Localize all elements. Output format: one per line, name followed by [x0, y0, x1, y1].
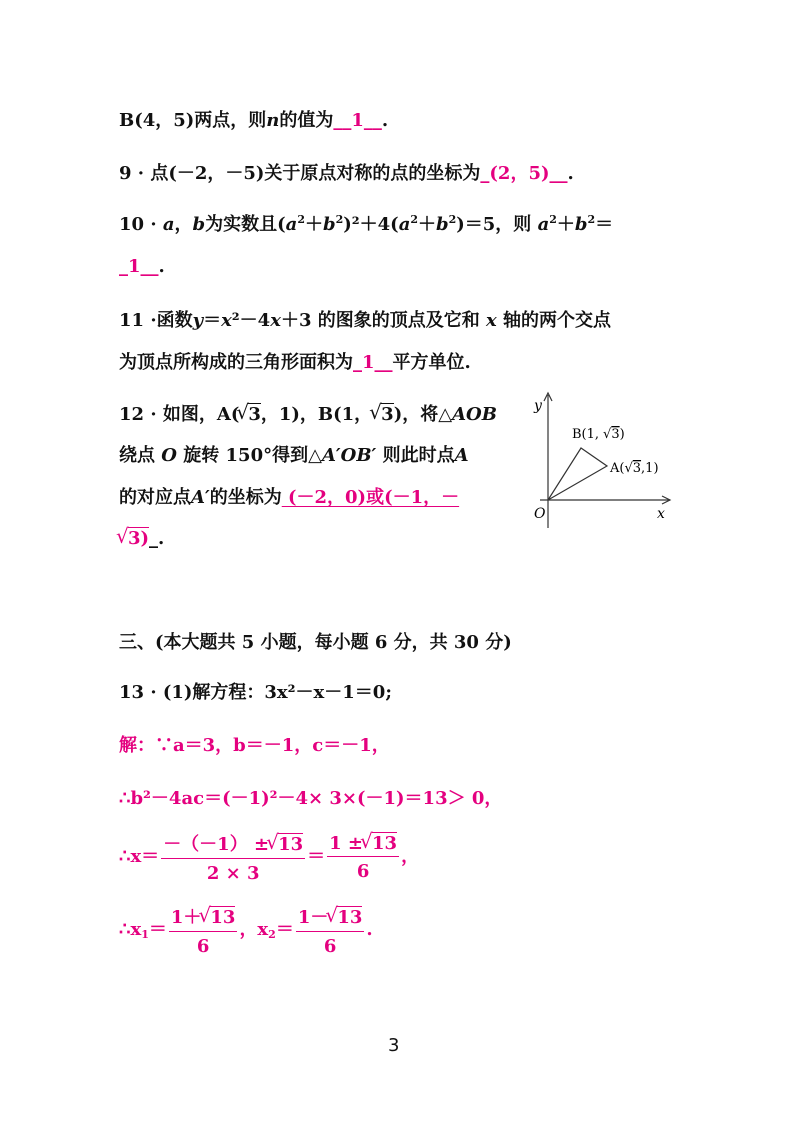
q10-end: .: [158, 256, 165, 277]
q11-rest1: ²－4: [231, 310, 271, 331]
q13-fraction-1: $\frac{-(-1) \pm√ 13}{2 \times 3}$: [161, 830, 305, 884]
q8-text-mid: 的值为: [279, 110, 334, 131]
q13-eq3: ＝: [275, 919, 294, 940]
q13-end: .: [366, 919, 373, 940]
q12-line3: [119, 483, 459, 509]
q12-a: A: [454, 445, 469, 466]
q11-rest3: 轴的两个交点: [503, 310, 612, 331]
q13-fraction-3: $\frac{1+√ 13}{6}$: [169, 903, 238, 957]
q10-answer-line: [119, 256, 165, 277]
q13-roots-line: [119, 903, 373, 957]
q11-var-x3: x: [486, 310, 497, 331]
q8-line: [119, 106, 388, 132]
q12-line2: [119, 441, 469, 467]
q12-text3a: 的对应点: [119, 487, 191, 508]
q10-text1: 为实数且(: [205, 214, 286, 235]
q12-answer-part2: √ 3): [119, 527, 149, 549]
q9-line: [119, 159, 574, 185]
q12-end: _.: [149, 528, 165, 549]
q12-ap: A′: [191, 487, 210, 508]
q13-disc-text: ∴b²－4ac＝(－1)²－4× 3×(－1)＝13＞ 0，: [119, 788, 503, 809]
q9-text: 9 · 点(－2，－5)关于原点对称的点的坐标为: [119, 163, 481, 184]
q12-text2b: 旋转 150°得到△: [183, 445, 322, 466]
q10-text2: )²＋4(: [343, 214, 399, 235]
q8-end: .: [381, 110, 389, 131]
q12-text1a: 12 · 如图，A(: [119, 404, 240, 425]
y-label: y: [534, 398, 542, 414]
q13-discriminant: [119, 784, 502, 810]
q10-lead: 10 ·: [119, 214, 163, 235]
point-b-label: B(1, √3): [572, 427, 625, 442]
q13-prompt: [119, 678, 392, 704]
q11-line2-text: 为顶点所构成的三角形面积为: [119, 352, 353, 373]
q8-answer: __1__: [333, 110, 382, 131]
q12-aob: AOB: [452, 404, 497, 425]
triangle-aob: [548, 448, 607, 500]
q12-text2a: 绕点: [119, 445, 155, 466]
q10-comma: ，: [174, 214, 193, 235]
q12-sqrt-b: √ 3: [372, 403, 394, 425]
q11-answer: _1__: [353, 352, 393, 373]
q11-line2-end: 平方单位.: [392, 352, 471, 373]
q11-eq: ＝: [203, 310, 222, 331]
q10-answer: _1__: [119, 256, 159, 277]
page-number: 3: [388, 1035, 400, 1056]
q13-sol-label: 解：∵: [119, 735, 173, 756]
q11-var-x2: x: [270, 310, 281, 331]
point-a-label: A(√3,1): [610, 461, 659, 476]
q13-sub1: 1: [141, 928, 149, 941]
q13-solution-line1: [119, 731, 390, 757]
q11-lead: 11 ·函数: [119, 310, 193, 331]
q13-x1-lead: ∴x: [119, 919, 142, 940]
q13-comma: ，: [401, 846, 420, 867]
q13-fraction-2: $\frac{1 \pm√ 13}{6}$: [327, 832, 399, 882]
q13-sub2: 2: [268, 928, 276, 941]
q13-eq: ＝: [307, 846, 326, 867]
q12-line1: [119, 400, 497, 426]
q13-sol1: a＝3，b＝－1，c＝－1，: [173, 735, 390, 756]
q12-sqrt-a: √ 3: [239, 403, 261, 425]
q12-line4: [119, 527, 164, 549]
q9-end: .: [567, 163, 574, 184]
q12-answer-part1: (－2，0)或(－1，－: [281, 487, 460, 508]
q13-x2-lead: ，x: [239, 919, 269, 940]
section-3-title: 三、(本大题共 5 小题，每小题 6 分，共 30 分): [119, 632, 512, 653]
q12-aob2: A′OB′: [321, 445, 377, 466]
q10-text3: )＝5，则: [456, 214, 532, 235]
origin-label: O: [534, 506, 546, 522]
q12-o: O: [161, 445, 177, 466]
q10-line: 10 · a，b为实数且$(a^2+b^2)^2+4(a^2+b^2)=5$，则 $a^2+b^2=$: [119, 213, 614, 235]
q12-text1b: ，1)，B(1，: [260, 404, 373, 425]
q12-text2c: 则此时点: [382, 445, 455, 466]
q11-rest2: ＋3 的图象的顶点及它和: [280, 310, 480, 331]
q10-var-a: a: [162, 214, 175, 235]
q13-fraction-4: $\frac{1-√ 13}{6}$: [296, 903, 365, 957]
q10-var-b: b: [192, 214, 206, 235]
x-label: x: [657, 506, 665, 522]
q13-prompt-text: 13 · (1)解方程：3x²－x－1＝0;: [119, 682, 392, 703]
section-3-heading: [119, 628, 512, 654]
q12-text1c: )，将△: [393, 404, 453, 425]
q13-x-lead: ∴x＝: [119, 846, 160, 867]
q10-eq: ＝: [595, 214, 614, 235]
q13-formula-line: [119, 830, 419, 884]
q11-line1: [119, 306, 611, 332]
q12-text3b: 的坐标为: [209, 487, 282, 508]
q11-var-y: y: [192, 310, 204, 331]
q8-var-n: n: [266, 110, 280, 131]
q11-line2: [119, 348, 471, 374]
q8-text: B(4，5)两点，则: [119, 110, 267, 131]
q13-eq2: ＝: [148, 919, 167, 940]
coordinate-figure: [520, 390, 680, 530]
q9-answer: _(2，5)__: [480, 163, 568, 184]
q11-var-x: x: [221, 310, 232, 331]
